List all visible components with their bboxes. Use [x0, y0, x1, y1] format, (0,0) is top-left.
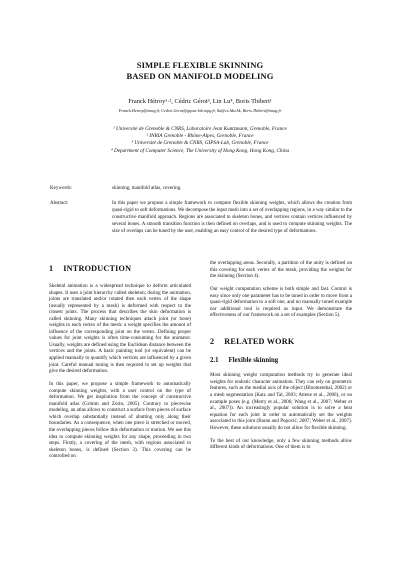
section-heading-introduction — [49, 264, 191, 274]
section-heading-related-work — [210, 337, 352, 347]
title-line-1: SIMPLE FLEXIBLE SKINNING — [136, 60, 264, 70]
affiliation-3: ³ Université de Grenoble & CNRS, GIPSA-Lab, Grenoble, France — [131, 140, 269, 147]
intro-paragraph-4: Our weight computation scheme is both simple and fast. Control is easy since only one parameter has to be tuned in order to move from a quasi-rigid deformation to a soft one, and no manually tuned example nor additional tool is required as input. We demonstrate the effectiveness of our framework on a set of examples (Section 5). — [210, 286, 352, 319]
abstract-text: In this paper we propose a simple framework to compute flexible skinning weights, which allows the creation from quasi-rigid to soft deformations. We decompose the input mesh into a set of overlapping regions, in a way similar to the constructive manifold approach. Regions are associated to skeleton bones, and vertices contain vertices influenced by several bones. A smooth transition function is then defined on overlaps, and is used to compute skinning weights. The size of overlaps can be tuned by the user, enabling an easy control of the desired type of deformations. — [112, 201, 352, 234]
abstract-block — [50, 201, 352, 236]
affiliation-2: ² INRIA Grenoble - Rhône-Alpes, Grenoble, France — [146, 133, 254, 140]
intro-paragraph-1: Skeletal animation is a widespread technique to deform articulated shapes. It uses a joint hierarchy called skeleton; during the animation, joints are translated and/or rotated then each vertex of the shape (usually represented by a mesh) is deformed with respect to the closest joints. The process that describes the skin deformation is called skinning. Many skinning techniques attach joint (or bone) weights to each vertex of the mesh: a weight specifies the amount of influence of the corresponding joint on the vertex. Defining proper values for joint weights is often time-consuming for the animator. Usually, weights are defined using the Euclidean distance between the vertices and the joints. A basic painting tool (or equivalent) can be applied manually to quantify which vertices are influenced by a given joint. Careful manual tuning is then required to set up weights that give the desired deformation. — [49, 283, 191, 375]
author-list: Franck Hétroy¹·², Cédric Gérot³, Lin Lu⁴, Boris Thibert¹ — [128, 98, 272, 105]
section-title: RELATED WORK — [224, 337, 295, 347]
intro-paragraph-3: the overlapping areas. Secondly, a partition of the unity is defined on this covering for each vertex of the mesh, providing the weights for the skinning (Section 4). — [210, 260, 352, 280]
abstract-label: Abstract: — [50, 201, 69, 206]
related-paragraph-1: Most skinning weight computation methods try to generate ideal weights for realistic character animation. They can rely on geometric features, such as the medial axis of the object (Bloomenthal, 2002) or a mesh segmentation (Katz and Tal, 2003; Attene et al., 2006), or on example poses (e.g. (Merry et al., 2006; Wang et al., 2007; Weber et al., 2007)). An increasingly popular solution is to solve a heat equation for each joint in order to automatically set the weights associated to this joint (Baran and Popović, 2007; Weber et al., 2007). However, these solutions usually do not allow for flexible skinning. — [210, 372, 352, 431]
left-column — [49, 262, 191, 466]
affiliations — [0, 126, 400, 155]
section-number: 2 — [210, 337, 215, 347]
affiliation-1: ¹ Université de Grenoble & CNRS, Laboratoire Jean Kuntzmann, Grenoble, France — [113, 126, 287, 132]
section-title: INTRODUCTION — [63, 264, 132, 273]
subsection-heading-flexible-skinning — [210, 356, 352, 365]
right-column — [210, 260, 352, 457]
section-number: 1 — [49, 264, 54, 273]
related-paragraph-2: To the best of our knowledge, only a few skinning methods allow different kinds of deformations. One of them is to — [210, 437, 352, 451]
affiliation-4: ⁴ Department of Computer Science, The University of Hong Kong, Hong Kong, China — [110, 147, 290, 154]
paper-title — [0, 60, 400, 82]
subsection-number: 2.1 — [210, 357, 219, 365]
keywords-label: Keywords: — [50, 186, 72, 191]
intro-paragraph-2: In this paper, we propose a simple framework to automatically compute skinning weights, with a user control on the type of deformation. We get inspiration from the concept of constructive manifold atlas (Grimm and Zorin, 2005). Contrary to piecewise modeling, an atlas allows to construct a surface from pieces of surface which overlap substantially instead of abutting only along their boundaries. As a consequence, when one piece is stretched or moved, the overlapping pieces follow this deformation or motion. We use this idea to compute skinning weights for any shape, proceeding in two steps. Firstly, a covering of the mesh, with regions associated to skeleton bones, is defined (Section 3). This covering can be controlled on — [49, 381, 191, 460]
keywords-block — [50, 186, 352, 193]
keywords-text: skinning, manifold atlas, covering. — [112, 186, 182, 191]
author-emails: Franck.Hetroy@imag.fr, Cedric.Gerot@gipsa-lab.inpg.fr, llu@cs.hku.hk, Boris.Thibert@imag.fr — [118, 108, 282, 113]
subsection-title: Flexible skinning — [228, 357, 279, 365]
title-line-2: BASED ON MANIFOLD MODELING — [126, 71, 274, 81]
